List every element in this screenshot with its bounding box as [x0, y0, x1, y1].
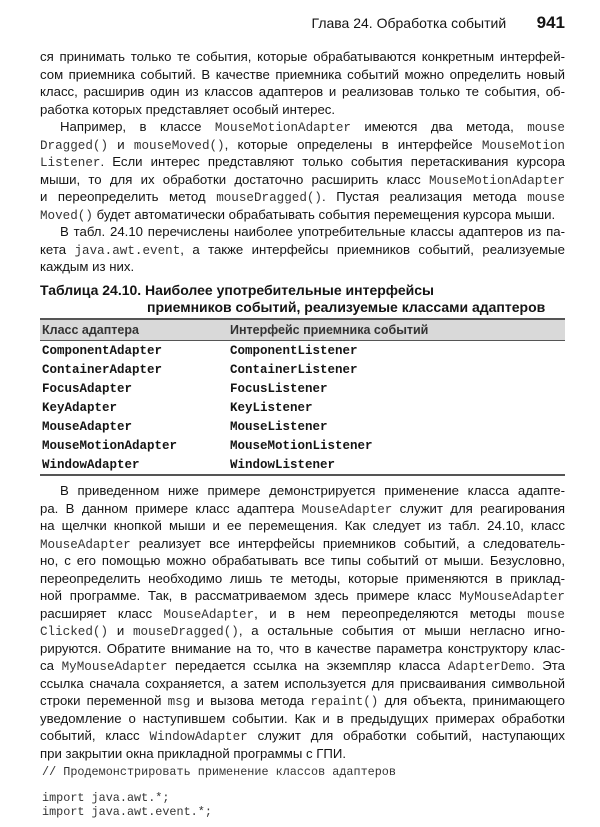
table-caption	[40, 282, 545, 315]
text-line	[40, 727, 565, 745]
text-line	[40, 517, 565, 535]
inline-code: MyMouseAdapter	[61, 660, 168, 674]
text-run: ра. В данном примере класс адаптера	[40, 500, 302, 516]
text-run: , и в нем переопределяются методы	[254, 605, 528, 621]
page-number: 941	[536, 13, 565, 32]
text-line	[40, 66, 565, 84]
adapter-class-cell: ContainerAdapter	[42, 362, 163, 377]
adapter-class-cell: WindowAdapter	[42, 457, 140, 472]
table-caption-line: Таблица 24.10. Наиболее употребительные интерфейсы	[40, 282, 434, 298]
text-run: , а также интерфейсы приемников событий, реализуемые	[180, 241, 565, 257]
text-run: каждым из них.	[40, 259, 135, 274]
table-row	[40, 455, 565, 475]
paragraph	[40, 223, 565, 276]
text-line	[40, 657, 565, 675]
table-row	[40, 436, 565, 455]
table-row	[40, 379, 565, 398]
inline-code: mouse	[527, 191, 565, 205]
text-run: служит для реагирования	[392, 500, 565, 516]
text-line	[40, 83, 565, 101]
text-line	[40, 675, 565, 693]
column-header: Класс адаптера	[40, 319, 228, 341]
column-header: Интерфейс приемника событий	[228, 319, 565, 341]
text-run: мыши, то для их обработки достаточно расширить класс	[40, 171, 429, 187]
listener-interface-cell: WindowListener	[230, 457, 336, 472]
running-header	[0, 13, 565, 33]
paragraph	[40, 482, 565, 762]
text-run: Например, в классе	[60, 119, 215, 134]
text-run: В приведенном ниже примере демонстрируется применение класса адапте-	[60, 483, 565, 498]
text-line	[40, 101, 565, 119]
inline-code: Dragged()	[40, 138, 109, 153]
text-run: В табл. 24.10 перечислены наиболее употребительные классы адаптеров из па-	[60, 224, 565, 239]
adapter-table	[40, 318, 565, 476]
text-line	[40, 153, 565, 171]
table-row	[40, 360, 565, 379]
text-run: ной программе. Так, в рассматриваемом здесь примере класс	[40, 588, 460, 603]
text-line	[40, 136, 565, 154]
text-run: ссылка сначала сохраняется, а затем используется для присваивания символьной	[40, 675, 565, 691]
listener-interface-cell: MouseListener	[230, 419, 328, 434]
text-line	[40, 535, 565, 553]
text-line	[40, 552, 565, 570]
code-comment: // Продемонстрировать применение классов адаптеров	[42, 765, 396, 779]
text-line	[40, 206, 565, 224]
inline-code: mouse	[527, 121, 565, 135]
text-run: , а остальные события от мыши негласно игно-	[238, 623, 565, 638]
inline-code: AdapterDemo	[447, 660, 531, 674]
text-run: и	[108, 623, 133, 638]
chapter-title: Глава 24. Обработка событий	[311, 15, 507, 31]
listener-interface-cell: MouseMotionListener	[230, 438, 373, 453]
inline-code: mouseDragged()	[133, 625, 239, 639]
table-row	[40, 341, 565, 361]
text-run: событий, класс	[40, 728, 150, 743]
inline-code: MouseMotionAdapter	[428, 173, 565, 188]
text-line	[40, 587, 565, 605]
text-run: уведомление о наступившем событии. Как и в предыдущих примерах обработки	[40, 710, 565, 726]
inline-code: mouseDragged()	[216, 191, 322, 205]
text-line	[40, 640, 565, 658]
adapter-class-cell: ComponentAdapter	[42, 343, 163, 358]
text-run: при закрытии окна прикладной программы с ГПИ.	[40, 745, 347, 761]
listener-interface-cell: ComponentListener	[230, 343, 358, 358]
text-run: будет автоматически обрабатывать события перемещения курсора мыши.	[92, 206, 556, 222]
text-run: класс, расширив один из классов адаптеров и реализовав только те события, об-	[40, 84, 565, 99]
inline-code: MouseAdapter	[163, 607, 255, 622]
text-line	[40, 223, 565, 241]
inline-code: mouseMoved()	[133, 138, 225, 153]
text-run: . Пустая реализация метода	[322, 189, 528, 204]
code-line: import java.awt.*;	[42, 791, 170, 805]
text-line	[40, 118, 565, 136]
text-run: и вызова метода	[190, 693, 311, 708]
text-line	[40, 570, 565, 588]
table-caption-line: приемников событий, реализуемые классами адаптеров	[147, 298, 546, 315]
text-run: переопределить необходимо лишь те методы, которые применяются в приклад-	[40, 570, 565, 586]
text-run: имеются два метода,	[350, 119, 528, 134]
inline-code: MouseAdapter	[301, 502, 393, 517]
text-run: служит для обработки событий, наступающих	[247, 728, 565, 743]
inline-code: java.awt.event	[74, 243, 181, 258]
text-run: сом приемника событий. В качестве приемника событий можно определить новый	[40, 66, 565, 82]
text-run: расширяет класс	[40, 605, 164, 621]
text-run: . Если интерес представляют только события перетаскивания курсора	[100, 154, 565, 169]
text-run: работка которых представляет особый интерес.	[40, 101, 336, 117]
adapter-class-cell: KeyAdapter	[42, 400, 118, 415]
listener-interface-cell: KeyListener	[230, 400, 313, 415]
table-row	[40, 417, 565, 436]
adapter-class-cell: MouseAdapter	[42, 419, 133, 434]
inline-code: MyMouseAdapter	[459, 590, 565, 604]
listener-interface-cell: ContainerListener	[230, 362, 358, 377]
text-line	[40, 258, 565, 276]
text-run: но, с его помощью можно обрабатывать все типы событий от мыши. Безусловно,	[40, 553, 565, 568]
code-line: import java.awt.event.*;	[42, 805, 212, 819]
table-row	[40, 398, 565, 417]
text-run: са	[40, 658, 62, 673]
text-run: для объекта, принимающего	[378, 693, 566, 708]
text-line	[40, 622, 565, 640]
text-run: рируются. Обратите внимание на то, что в качестве параметра конструктору клас-	[40, 640, 565, 656]
inline-code: Moved()	[40, 208, 93, 223]
inline-code: msg	[167, 695, 191, 709]
text-run: , которые определены в интерфейсе	[224, 136, 482, 152]
text-line	[40, 171, 565, 189]
inline-code: repaint()	[310, 695, 379, 709]
text-line	[40, 605, 565, 623]
text-run: на щелчки кнопкой мыши и ее перемещения. Как следует из табл. 24.10, класс	[40, 518, 565, 533]
listener-interface-cell: FocusListener	[230, 381, 328, 396]
adapter-class-cell: MouseMotionAdapter	[42, 438, 178, 453]
text-line	[40, 692, 565, 710]
table-header-row	[40, 319, 565, 341]
text-run: ся принимать только те события, которые обрабатываются конкретным интерфей-	[40, 49, 565, 64]
text-run: передается ссылка на экземпляр класса	[167, 658, 448, 673]
inline-code: WindowAdapter	[149, 730, 248, 744]
text-line	[40, 188, 565, 206]
adapter-class-cell: FocusAdapter	[42, 381, 133, 396]
text-line	[40, 241, 565, 259]
text-run: реализует все интерфейсы приемников событий, а следователь-	[130, 535, 565, 551]
text-line	[40, 745, 565, 763]
paragraph	[40, 48, 565, 118]
inline-code: Listener	[40, 156, 101, 170]
text-run: и	[108, 136, 134, 152]
text-run: строки переменной	[40, 693, 168, 708]
inline-code: mouse	[527, 607, 565, 622]
text-line	[40, 48, 565, 66]
text-run: . Эта	[530, 658, 565, 673]
text-line	[40, 482, 565, 500]
text-line	[40, 710, 565, 728]
text-line	[40, 500, 565, 518]
paragraph	[40, 118, 565, 223]
inline-code: MouseMotion	[481, 138, 565, 153]
inline-code: MouseAdapter	[40, 537, 131, 552]
inline-code: MouseMotionAdapter	[214, 121, 351, 135]
text-run: и переопределить метод	[40, 189, 217, 204]
text-run: кета	[40, 241, 75, 257]
inline-code: Clicked()	[40, 625, 109, 639]
